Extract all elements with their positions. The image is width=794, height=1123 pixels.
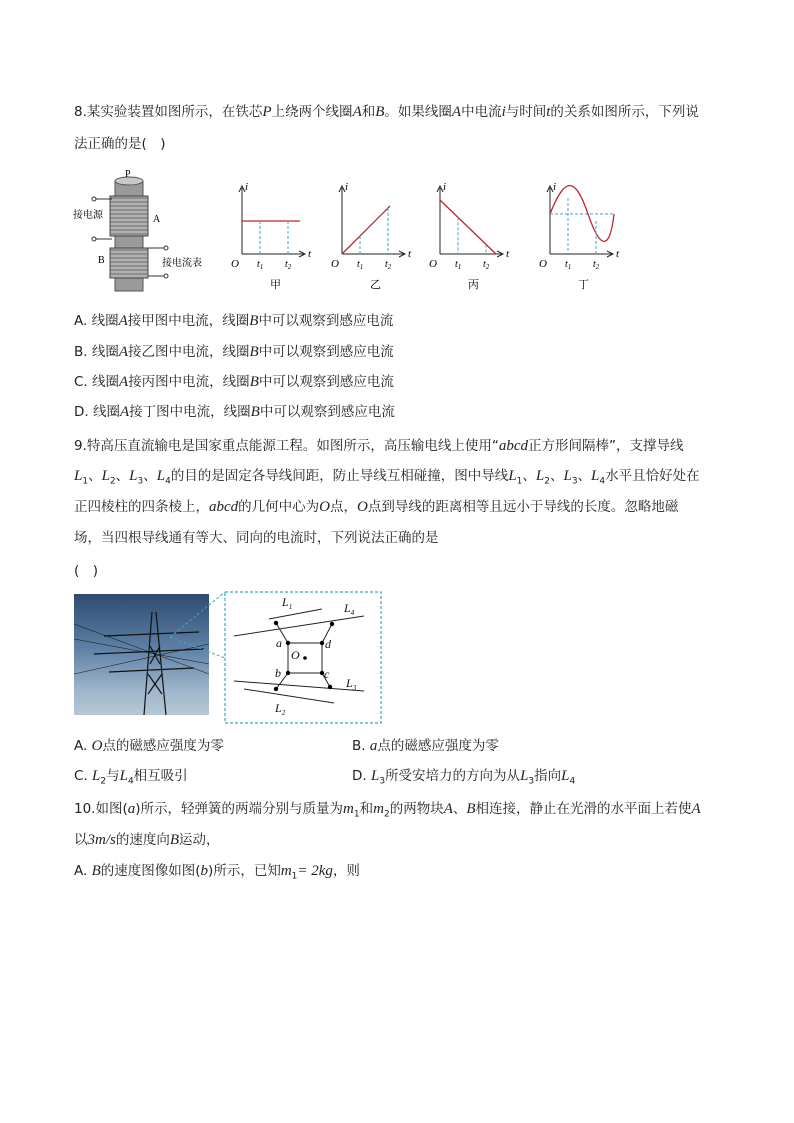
option-text: 中可以观察到感应电流	[258, 313, 394, 329]
q9-var: O	[357, 499, 368, 515]
q9-sep: 、	[88, 468, 102, 484]
option-var: m	[280, 863, 292, 879]
q8-var: A	[451, 104, 462, 120]
q10-text: 运动，	[179, 832, 220, 848]
option-text: 点的磁感应强度为零	[102, 738, 224, 754]
q8-stem-line-2: 法正确的是( )	[74, 136, 166, 152]
option-text: 的速度图像如图(	[100, 863, 201, 879]
option-var: B	[249, 344, 259, 360]
axis-label-i: i	[245, 181, 249, 193]
axis-label-i: i	[345, 181, 349, 193]
option-text: B. 线圈	[74, 344, 119, 360]
q9-option-c[interactable]	[74, 766, 188, 792]
label-l4: $L_4$	[344, 601, 355, 617]
t2-label: $t_2$	[483, 259, 490, 271]
q9-var: L	[129, 468, 138, 484]
q8-text: 的关系如图所示，下列说	[550, 104, 699, 120]
graph-caption: 丙	[468, 279, 479, 291]
option-text: )所示，已知	[208, 863, 281, 879]
t2-label: $t_2$	[593, 259, 600, 271]
option-text: 相互吸引	[133, 768, 188, 784]
q9-sub: 4	[599, 476, 606, 487]
q9-sub: 2	[544, 476, 550, 487]
q10-var: 3m/s	[87, 832, 116, 848]
label-a: a	[276, 636, 282, 650]
q8-stem-line-1	[74, 102, 699, 122]
q10-sub: 2	[383, 809, 390, 820]
option-text: 接丙图中电流，线圈	[128, 374, 250, 390]
q9-var: abcd	[209, 499, 239, 515]
q10-number: 10.	[74, 801, 96, 817]
option-text: 接乙图中电流，线圈	[128, 344, 250, 360]
q10-text: 以	[74, 832, 88, 848]
option-text: A. 线圈	[74, 313, 119, 329]
graph-caption: 乙	[370, 279, 381, 291]
q9-sub: 3	[137, 476, 144, 487]
q9-sub: 2	[109, 476, 116, 487]
q9-var: L	[591, 468, 600, 484]
t1-label: $t_1$	[357, 259, 364, 271]
t1-label: $t_1$	[455, 259, 462, 271]
q9-option-d[interactable]	[352, 766, 575, 792]
origin-label: O	[539, 258, 547, 270]
axis-label-t: t	[506, 248, 510, 260]
coil-label-b: B	[98, 255, 105, 266]
option-var: A	[119, 374, 129, 390]
option-var: B	[91, 863, 101, 879]
option-text: B.	[352, 738, 370, 754]
option-var: A	[119, 404, 130, 420]
axis-label-t: t	[308, 248, 312, 260]
q9-sub: 4	[165, 476, 171, 487]
q10-var: m	[373, 801, 384, 817]
q9-option-a[interactable]	[74, 736, 224, 756]
q9-conductor-diagram	[224, 591, 382, 724]
option-var: A	[118, 344, 129, 360]
option-text: C.	[74, 768, 93, 784]
q10-stem-line-1	[74, 799, 701, 825]
q9-var: L	[563, 468, 572, 484]
option-text: C. 线圈	[74, 374, 120, 390]
q9-text: 正方形间隔棒”，支撑导线	[528, 438, 684, 454]
option-text: 中可以观察到感应电流	[258, 344, 394, 360]
option-text: 所受安培力的方向为从	[385, 768, 521, 784]
q8-text: 。如果线圈	[384, 104, 452, 120]
q10-option-a[interactable]	[74, 861, 360, 887]
label-d: d	[325, 637, 331, 651]
option-text: D.	[352, 768, 371, 784]
label-l1: $L_1$	[282, 595, 293, 611]
q8-var: t	[546, 104, 551, 120]
q9-stem-line-4: 场，当四根导线通有等大、同向的电流时，下列说法正确的是	[74, 530, 439, 546]
current-curve	[342, 206, 390, 254]
option-var: O	[91, 738, 103, 754]
graph-jia	[231, 181, 312, 291]
label-b: b	[275, 666, 281, 680]
option-sub: 3	[379, 776, 386, 787]
coil-label-meter: 接电流表	[162, 258, 202, 269]
q10-var: A	[691, 801, 701, 817]
q9-sep: 、	[522, 468, 536, 484]
option-text: A.	[74, 738, 92, 754]
option-var: L	[119, 768, 128, 784]
option-text: 中可以观察到感应电流	[258, 374, 394, 390]
q9-sub: 1	[82, 476, 89, 487]
axis-label-t: t	[408, 248, 412, 260]
option-sub: 2	[100, 776, 107, 787]
q8-option-d[interactable]	[74, 402, 395, 422]
origin-label: O	[231, 258, 239, 270]
q9-var: L	[101, 468, 110, 484]
coil-b-body	[110, 248, 148, 278]
coil-label-a: A	[153, 214, 161, 225]
label-o: O	[291, 648, 300, 662]
option-text: 点的磁感应强度为零	[377, 738, 499, 754]
q8-text: 上绕两个线圈	[271, 104, 353, 120]
q8-text: 中电流	[461, 104, 502, 120]
label-c: c	[324, 667, 330, 681]
q9-text: 点，	[330, 499, 358, 515]
origin-label: O	[331, 258, 339, 270]
option-text: D. 线圈	[74, 404, 120, 420]
q9-stem-line-3	[74, 497, 678, 517]
q8-var: P	[262, 104, 272, 120]
option-var: B	[250, 404, 260, 420]
q9-sub: 3	[571, 476, 578, 487]
graph-ding	[539, 181, 620, 291]
graph-yi	[331, 181, 412, 291]
q8-option-a[interactable]	[74, 311, 393, 331]
q9-text: 特高压直流输电是国家重点能源工程。如图所示，高压输电线上使用“	[86, 438, 499, 454]
q9-sep: 、	[143, 468, 157, 484]
graph-bing	[429, 181, 510, 291]
q8-figure	[70, 166, 630, 296]
coil-label-p: P	[125, 169, 131, 180]
option-var: L	[561, 768, 570, 784]
q9-var: L	[156, 468, 166, 484]
center-point-o	[303, 656, 307, 660]
option-sub: 3	[528, 776, 535, 787]
q8-text: 和	[361, 104, 376, 120]
option-var: B	[249, 313, 259, 329]
q10-text: 的速度向	[115, 832, 170, 848]
q10-var: a	[127, 801, 136, 817]
graph-caption: 丁	[578, 279, 589, 291]
t2-label: $t_2$	[285, 259, 292, 271]
option-var: L	[520, 768, 529, 784]
q8-var: i	[501, 104, 506, 120]
option-var: a	[369, 738, 378, 754]
q8-option-c[interactable]	[74, 372, 394, 392]
q8-var: B	[375, 104, 385, 120]
q10-var: B	[466, 801, 476, 817]
q9-stem-line-2	[74, 466, 700, 492]
q10-var: A	[443, 801, 453, 817]
q8-text: 某实验装置如图所示，在铁芯	[86, 104, 263, 120]
option-var: b	[200, 863, 209, 879]
q10-text: 如图(	[95, 801, 128, 817]
q9-var: abcd	[498, 438, 529, 454]
t1-label: $t_1$	[565, 259, 572, 271]
origin-label: O	[429, 258, 437, 270]
q8-number: 8.	[74, 104, 87, 120]
q10-text: 相连接，静止在光滑的水平面上若使	[475, 801, 692, 817]
q8-text: 与时间	[505, 104, 547, 120]
option-var: L	[370, 768, 380, 784]
q9-sep: 、	[549, 468, 564, 484]
option-text: 接丁图中电流，线圈	[129, 404, 251, 420]
q9-option-b[interactable]	[352, 736, 499, 756]
label-l3: $L_3$	[346, 676, 357, 692]
option-text: 接甲图中电流，线圈	[127, 313, 250, 329]
q9-text: 的目的是固定各导线间距，防止导线互相碰撞，图中导线	[170, 468, 509, 484]
option-var: L	[92, 768, 101, 784]
q10-text: 的两物块	[389, 801, 444, 817]
q10-stem-line-2	[74, 830, 220, 850]
q9-text: 的几何中心为	[238, 499, 320, 515]
callout-lines	[155, 590, 227, 660]
q9-var: L	[508, 468, 517, 484]
current-curve	[550, 186, 614, 242]
q10-text: 、	[452, 801, 467, 817]
option-text: 与	[106, 768, 120, 784]
current-curve	[440, 200, 496, 254]
label-l2: $L_2$	[275, 701, 286, 717]
option-equation: = 2kg	[297, 863, 333, 879]
axis-label-i: i	[553, 181, 557, 193]
q10-sub: 1	[353, 809, 360, 820]
q9-var: O	[319, 499, 331, 515]
coil-apparatus	[73, 169, 202, 291]
q8-var: A	[352, 104, 362, 120]
q10-var: m	[343, 801, 354, 817]
option-text: 指向	[534, 768, 562, 784]
option-var: B	[249, 374, 259, 390]
q9-var: L	[535, 468, 545, 484]
q10-var: B	[169, 832, 180, 848]
option-sub: 1	[291, 871, 298, 882]
option-var: A	[118, 313, 128, 329]
option-text: 中可以观察到感应电流	[259, 404, 395, 420]
option-sub: 4	[569, 776, 576, 787]
q9-var: L	[74, 468, 83, 484]
t2-label: $t_2$	[385, 259, 392, 271]
option-sub: 4	[127, 776, 134, 787]
q9-sep: 、	[577, 468, 592, 484]
axis-label-i: i	[443, 181, 447, 193]
q10-text: 和	[359, 801, 374, 817]
axis-label-t: t	[616, 248, 620, 260]
q9-text: 点到导线的距离相等且远小于导线的长度。忽略地磁	[367, 499, 679, 515]
t1-label: $t_1$	[257, 259, 264, 271]
q9-text: 水平且恰好处在	[605, 468, 700, 484]
coil-label-power: 接电源	[73, 210, 103, 221]
graph-caption: 甲	[270, 279, 281, 291]
q9-stem-line-1	[74, 436, 684, 456]
q10-text: )所示，轻弹簧的两端分别与质量为	[135, 801, 344, 817]
q9-sep: 、	[115, 468, 130, 484]
q8-option-b[interactable]	[74, 342, 394, 362]
q9-number: 9.	[74, 438, 87, 454]
option-text: ，则	[332, 863, 360, 879]
q9-sub: 1	[516, 476, 523, 487]
q9-stem-line-5: ( )	[74, 563, 99, 579]
q9-text: 正四棱柱的四条棱上，	[74, 499, 209, 515]
option-text: A.	[74, 863, 92, 879]
